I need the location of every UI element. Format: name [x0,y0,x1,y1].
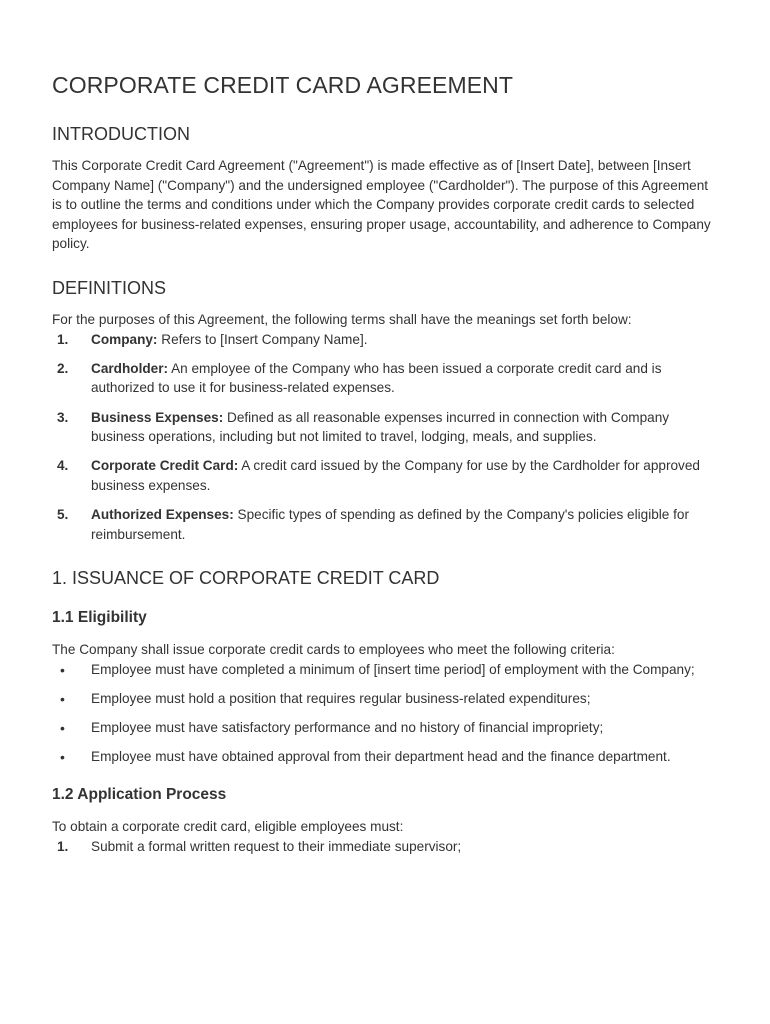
eligibility-item [52,718,718,738]
bullet-icon: • [60,691,65,708]
definition-text: Defined as all reasonable expenses incurred in connection with Company business operations, including but not limited to travel, lodging, meals, and supplies. [91,409,670,445]
bullet-icon: • [60,749,65,766]
definition-term: Authorized Expenses: [91,507,234,523]
definition-term: Cardholder: [91,360,169,376]
definition-text: A credit card issued by the Company for use by the Cardholder for approved business expenses. [91,458,700,493]
list-number: 3. [57,409,69,425]
definition-text: Refers to [Insert Company Name]. [157,331,368,347]
list-number: 1. [57,838,69,854]
introduction-paragraph: This Corporate Credit Card Agreement ("Agreement") is made effective as of [Insert Date], between [Insert Company Name] ("Company") and the undersigned employee ("Cardholder"). The purpose of this Agreement is to outline the terms and conditions under which the Company provides corporate credit cards to selected employees for business-related expenses, ensuring proper usage, accountability, and adherence to Company policy. [52,158,711,252]
definition-item-corporate-credit-card [52,456,718,495]
application-list [52,837,718,857]
application-item [52,837,718,857]
eligibility-list [52,660,718,767]
eligibility-lead: The Company shall issue corporate credit cards to employees who meet the following criteria: [52,642,615,658]
list-number: 4. [57,458,69,474]
document-title: CORPORATE CREDIT CARD AGREEMENT [52,72,514,98]
eligibility-item [52,747,718,767]
application-lead: To obtain a corporate credit card, eligible employees must: [52,819,404,835]
definitions-lead: For the purposes of this Agreement, the following terms shall have the meanings set forth below: [52,311,632,327]
eligibility-heading: 1.1 Eligibility [52,609,147,627]
application-item-text: Submit a formal written request to their immediate supervisor; [91,838,462,854]
eligibility-item [52,689,718,709]
list-number: 1. [57,331,69,347]
bullet-icon: • [60,720,65,737]
definition-item-cardholder [52,359,718,398]
issuance-heading: 1. ISSUANCE OF CORPORATE CREDIT CARD [52,568,440,589]
introduction-heading: INTRODUCTION [52,124,190,144]
eligibility-item-text: Employee must have completed a minimum of [insert time period] of employment with the Company; [91,661,695,677]
definition-text: Specific types of spending as defined by the Company's policies eligible for reimbursement. [91,507,689,542]
definitions-heading: DEFINITIONS [52,277,167,298]
eligibility-item-text: Employee must have obtained approval from their department head and the finance department. [91,749,671,765]
list-number: 2. [57,360,69,376]
eligibility-item-text: Employee must have satisfactory performance and no history of financial impropriety; [91,720,604,736]
definition-term: Business Expenses: [91,409,224,425]
definition-item-authorized-expenses [52,505,718,544]
bullet-icon: • [60,661,65,678]
definitions-list [52,330,718,545]
definition-text: An employee of the Company who has been issued a corporate credit card and is authorized to use it for business-related expenses. [91,360,662,396]
list-number: 5. [57,507,69,523]
definition-term: Company: [91,331,158,347]
definition-term: Corporate Credit Card: [91,458,239,474]
definition-item-business-expenses [52,408,718,447]
application-heading: 1.2 Application Process [52,786,227,804]
definition-item-company [52,330,718,350]
eligibility-item-text: Employee must hold a position that requires regular business-related expenditures; [91,691,591,707]
eligibility-item [52,660,718,680]
